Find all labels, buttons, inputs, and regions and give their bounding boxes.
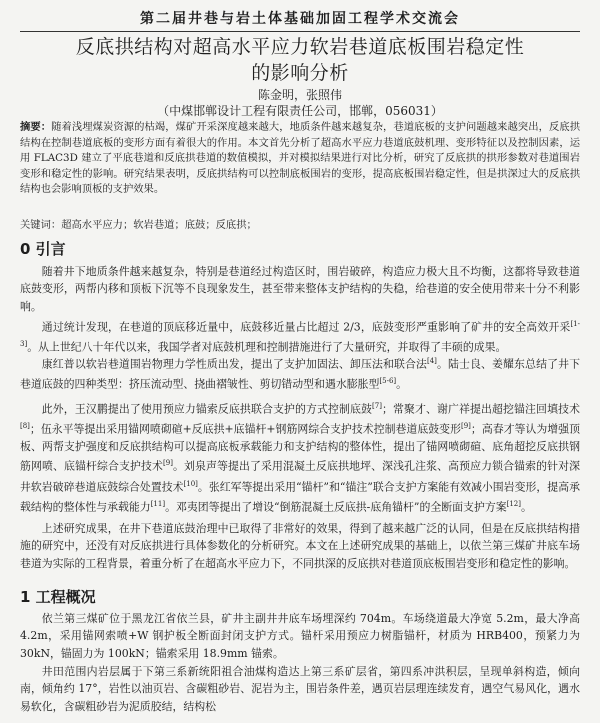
affiliation: （中煤邯郸设计工程有限责任公司，邯郸，056031） [157, 104, 443, 118]
citation: [10] [183, 479, 198, 488]
section-heading-engineering: 1 工程概况 [20, 588, 96, 606]
citation: [1-3] [20, 320, 580, 349]
text: 。刘泉声等提出了采用混凝土反底拱地坪、深浅孔注浆、高预应力锁合锚索的针对深井软岩破碎巷道底鼓综合处置技术 [20, 460, 580, 494]
title-line-2: 的影响分析 [251, 62, 349, 84]
keywords [20, 218, 580, 233]
text: ；伍永平等提出采用锚网喷砌碹+反底拱+底锚杆+钢筋网综合支护技术控制巷道底鼓变形 [29, 422, 461, 436]
citation: [9] [163, 459, 173, 468]
intro-paragraph-2 [20, 316, 580, 356]
abstract-text: 随着浅埋煤炭资源的枯竭，煤矿开采深度越来越大，地质条件越来越复杂，巷道底板的支护问题越来越突出，反底拱结构在控制巷道底板的变形方面有着很大的作用。本文首先分析了超高水平应力巷道底鼓机理、变形特征以及控制因素，运用 FLAC3D 建立了平底巷道和反底拱巷道的数值模拟，并对模拟结果进行对比分析，研究了反底拱的拱形参数对巷道围岩变形和稳定性的影响。研究结果表明，反底拱结构可以控制底板围岩的变形，提高底板围岩稳定性，但是拱深过大的反底拱结构也会影响顶板的支护效果。 [20, 121, 581, 196]
text: ；常聚才、谢广祥提出超挖锚注回填技术 [381, 402, 580, 416]
citation: [4] [426, 357, 437, 365]
authors: 陈金明，张照伟 [257, 88, 342, 102]
keywords-label: 关键词： [20, 219, 62, 231]
citation: [5-6] [379, 377, 397, 386]
engineering-paragraph-2: 井田范围内岩层属于下第三系新统阳祖合油煤构造达上第三系矿层省，第四系冲洪积层，呈现单斜构造，倾向南，倾角约 17°，岩性以油页岩、含碳粗砂岩、泥岩为主，围岩条件差，遇页岩层理连续发育，遇空气易风化，遇水易软化，含碳粗砂岩为泥质胶结，结构松 [20, 665, 580, 713]
text: 。 [396, 377, 408, 391]
header-rule [20, 31, 580, 32]
text: 通过统计发现，在巷道的顶底移近量中，底鼓移近量占比超过 2/3，底鼓变形严重影响了矿井的安全高效开采 [41, 320, 571, 334]
intro-paragraph-1: 随着井下地质条件越来越复杂，特别是巷道经过构造区时，围岩破碎，构造应力极大且不均衡，这都将导致巷道底鼓变形，两帮内移和顶板下沉等不良现象发生，甚至带来整体支护结构的失稳，给巷道的安全使用带来十分不利影响。 [20, 265, 580, 313]
conference-header: 第二届井巷与岩土体基础加固工程学术交流会 [140, 11, 460, 27]
text: 。陆士良、姜耀东总结了井下巷道底鼓的四种类型：挤压流动型、挠曲褶皱性、剪切错动型和遇水膨胀型 [20, 357, 580, 391]
section-heading-introduction: 0 引言 [20, 240, 66, 258]
text: 康红普以软岩巷道围岩物理力学性质出发，提出了支护加固法、卸压法和联合法 [41, 357, 427, 371]
keywords-text: 超高水平应力；软岩巷道；底鼓；反底拱； [61, 219, 257, 231]
engineering-paragraph-1: 依兰第三煤矿位于黑龙江省依兰县，矿井主副井井底车场埋深约 704m。车场绕道最大净宽 5.2m，最大净高 4.2m，采用锚网索喷+W 钢护板全断面封闭支护方式。锚杆采用预应力树脂锚杆，材质为 HRB400，预紧力为 30kN，锚固力为 100kN；锚索采用 18.9mm 锚索。 [20, 612, 580, 660]
text: 。 [521, 500, 532, 514]
intro-paragraph-5: 上述研究成果，在井下巷道底鼓治理中已取得了非常好的效果，得到了越来越广泛的认同，但是在反底拱结构措施的研究中，还没有对反底拱进行具体参数化的分析研究。本文在上述研究成果的基础上，以依兰第三煤矿井底车场巷道为实际的工程背景，着重分析了在超高水平应力下，不同拱深的反底拱对巷道顶底板围岩变形和稳定性的影响。 [20, 522, 580, 570]
text: 。邓夷团等提出了增设“倒筋混凝土反底拱-底角锚杆”的全断面支护方案 [165, 500, 507, 514]
text: 。张红军等提出采用“锚杆”和“锚注”联合支护方案能有效减小围岩变形，提高承载结构的整体性与承载能力 [20, 480, 580, 514]
citation: [11] [150, 499, 166, 508]
citation: [9] [460, 422, 471, 431]
title-line-1: 反底拱结构对超高水平应力软岩巷道底板围岩稳定性 [75, 36, 525, 58]
intro-paragraph-4 [20, 398, 580, 516]
text: 此外，王汉鹏提出了使用预应力锚索反底拱联合支护的方式控制底鼓 [41, 402, 373, 416]
text: 。从上世纪八十年代以来，我国学者对底鼓机理和控制措施进行了大量研究，并取得了丰硕的成果。 [27, 340, 507, 354]
citation: [8] [20, 422, 30, 431]
citation: [7] [372, 402, 382, 410]
intro-paragraph-3 [20, 353, 580, 393]
abstract-label: 摘要： [20, 121, 52, 133]
paper-title [20, 34, 580, 86]
text: ；高春才等认为增强顶板、两帮支护强度和反底拱结构可以提高底板承载能力和支护结构的整体性，提出了锚网喷砌碹、底角超挖反底拱钢筋网喷、底锚杆综合支护技术 [20, 422, 580, 474]
citation: [12] [506, 499, 521, 508]
abstract [20, 120, 580, 198]
